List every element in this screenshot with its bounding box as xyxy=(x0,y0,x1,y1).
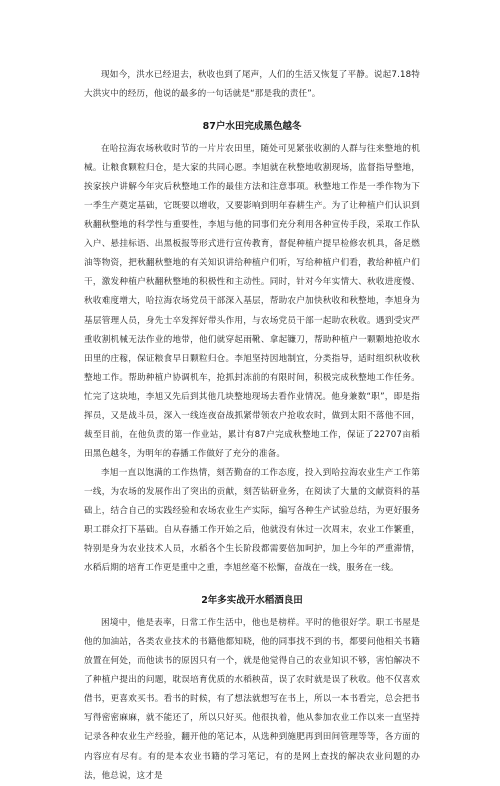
section1-paragraph-1: 在哈拉海农场秋收时节的一片片农田里，随处可见紧张收割的人群与往来整地的机械。让粮食颗粒归仓，是大家的共同心愿。李旭就在秋整地收割现场，监督指导整地，挨家挨户讲解今年灾后秋整地工作的最佳方法和注意事项。秋整地工作是一季作物为下一季生产奠定基础，它既要以增收，又要影响到明年春耕生产。为了让种植户们认识到秋翻秋整地的科学性与重要性，李旭与他的同事们充分利用各种宣传手段，采取工作队入户、悬挂标语、出黑板报等形式进行宣传教育，督促种植户提早检修农机具，备足燃油等物资，把秋翻秋整地的有关知识讲给种植户们听，写给种植户们看，教给种植户们干，激发种植户秋翻秋整地的积极性和主动性。同时，针对今年实情大、秋收进度慢、秋收难度增大，哈拉海农场党员干部深入基层，帮助农户加快秋收和秋整地，李旭身为基层管理人员，身先士卒发挥好带头作用，与农场党员干部一起助农秋收。遇到受灾严重收割机械无法作业的地带，他们就穿起雨靴、拿起镰刀，帮助种植户一颗颗地抢收水田里的庄稼，保证粮食早日颗粒归仓。李旭坚持因地制宜，分类指导，适时组织秋收秋整地工作。帮助种植户协调机车，抢抓封冻前的有限时间，积极完成秋整地工作任务。忙完了这块地，李旭又先后到其他几块整地现场去看作业情况。他身兼数“职”，即是指挥员，又是战斗员，深入一线连夜奋战抓紧带领农户抢收农时，做到太阳不落他不回，裁至目前，在他负责的第一作业站，累计有87户完成秋整地工作，保证了22707亩稻田黑色越冬，为明年的春播工作做好了充分的准备。 xyxy=(84,144,420,459)
section-heading-1: 87户水田完成黑色越冬 xyxy=(202,121,302,133)
section2-paragraph-1: 困境中，他是表率，日常工作生活中，他也是榜样。平时的他很好学。职工书屋是他的加油站，各类农业技术的书籍他都知晓，他的同事找不到的书，都要问他相关书籍放置在何处，而他读书的原因只有一个，就是他觉得自己的农业知识不够，害怕解决不了种植户提出的问题，耽误培育优质的水稻秧苗，误了农时就是误了秋收。他不仅喜欢借书，更喜欢买书。看书的时候，有了想法就想写在书上，所以一本书看完，总会把书写得密密麻麻，就不能还了，所以只好买。他很执着，他从参加农业工作以来一直坚持记录各种农业生产经验，翻开他的笔记本，从选种到施肥再到田间管理等等，各方面的内容应有尽有。有的是本农业书籍的学习笔记，有的是网上查找的解决农业问题的办法，他总说，这才是 xyxy=(84,618,420,781)
section-heading-2: 2年多实战开水稻酒良田 xyxy=(201,595,303,607)
section1-paragraph-2: 李旭一直以饱满的工作热情，刻苦勤奋的工作态度，投入到哈拉海农业生产工作第一线，为农场的发展作出了突出的贡献，刻苦钻研业务，在阅读了大量的文献资料的基础上，结合自己的实践经验和农场农业生产实际，编写各种生产试验总结，为更好服务职工群众打下基础。自从春播工作开始之后，他就没有休过一次周末，农业工作繁重，特别是身为农业技术人员，水稻各个生长阶段都需要倍加呵护，加上今年的严重滞情，水稻后期的培育工作更是重中之重，李旭丝毫不松懈，奋战在一线，服务在一线。 xyxy=(84,467,420,574)
intro-paragraph: 现如今，洪水已经退去，秋收也到了尾声，人们的生活又恢复了平静。说起7.18特大洪灾中的经历，他说的最多的一句话就是“那是我的责任”。 xyxy=(84,70,420,100)
document-body xyxy=(84,66,420,786)
